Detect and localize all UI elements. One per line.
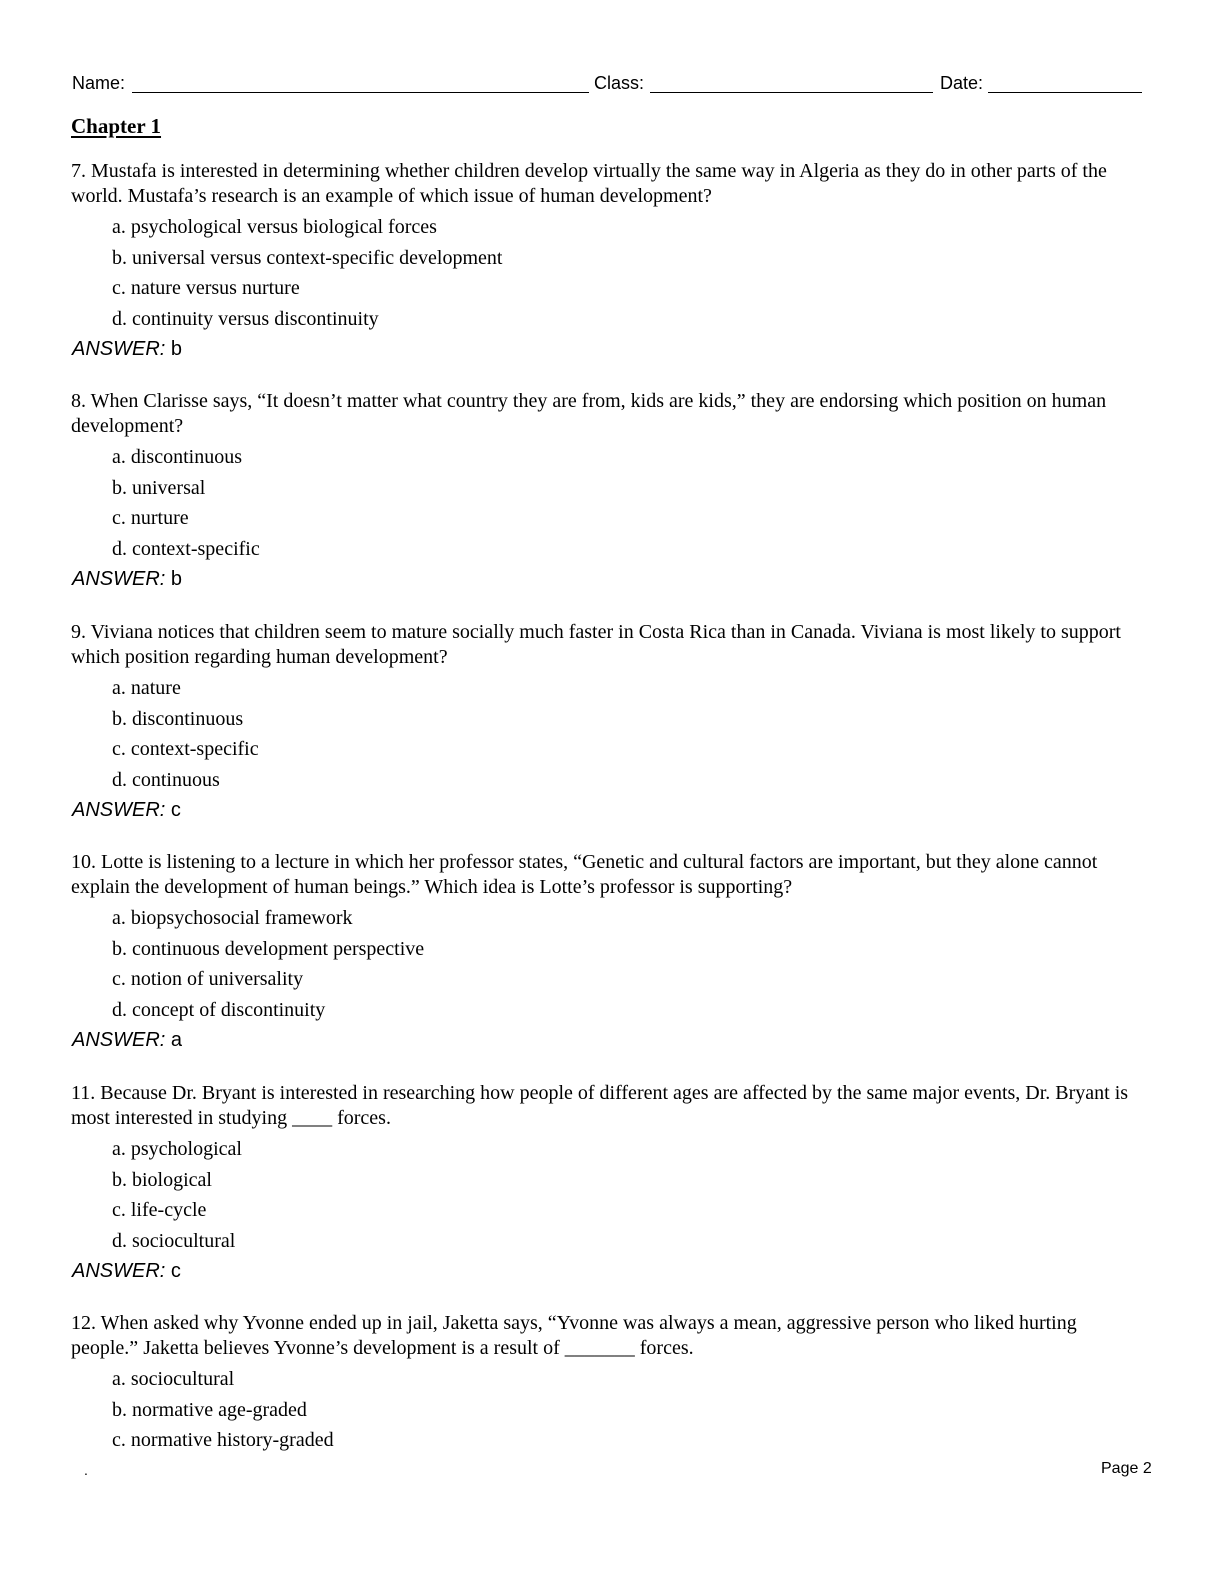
option-a: a. psychological <box>112 1138 242 1160</box>
answer-value: a <box>170 1028 183 1051</box>
answer-line <box>71 1027 1146 1053</box>
answer-label: ANSWER: <box>72 1259 166 1282</box>
question-11 <box>71 1081 1146 1284</box>
option-d: d. continuous <box>112 769 220 792</box>
question-8 <box>71 389 1146 592</box>
question-7 <box>71 159 1146 362</box>
question-stem: 8. When Clarisse says, “It doesn’t matter what country they are from, kids are kids,” they are endorsing which position on human development? <box>71 390 1107 437</box>
answer-options <box>71 443 1146 566</box>
footer-mark: . <box>84 1462 88 1478</box>
option-a: a. biopsychosocial framework <box>112 907 353 929</box>
answer-line <box>71 797 1146 823</box>
option-c: c. notion of universality <box>112 968 304 991</box>
option-a: a. discontinuous <box>112 446 242 468</box>
option-a: a. nature <box>112 677 181 699</box>
question-stem: 10. Lotte is listening to a lecture in which her professor states, “Genetic and cultural factors are important, but they alone cannot explain the development of human beings.” Which idea is Lotte’s professor is supporting? <box>71 851 1098 898</box>
answer-value: c <box>170 798 181 821</box>
answer-options <box>71 1135 1146 1258</box>
answer-label: ANSWER: <box>72 798 166 821</box>
answer-options <box>71 1365 1146 1457</box>
question-12 <box>71 1311 1146 1457</box>
option-c: c. normative history-graded <box>112 1429 334 1452</box>
answer-line <box>71 336 1146 362</box>
option-c: c. nature versus nurture <box>112 277 300 300</box>
question-stem: 11. Because Dr. Bryant is interested in researching how people of different ages are affected by the same major events, Dr. Bryant is most interested in studying ____ forces. <box>71 1082 1129 1129</box>
option-a: a. psychological versus biological forces <box>112 216 437 238</box>
page-number: Page 2 <box>1101 1460 1152 1477</box>
option-b: b. biological <box>112 1168 212 1191</box>
answer-label: ANSWER: <box>72 567 166 590</box>
question-10 <box>71 850 1146 1053</box>
answer-label: ANSWER: <box>72 1028 166 1051</box>
option-c: c. life-cycle <box>112 1199 207 1222</box>
class-blank-line <box>650 92 933 93</box>
question-stem: 9. Viviana notices that children seem to mature socially much faster in Costa Rica than in Canada. Viviana is most likely to support which position regarding human development? <box>71 621 1121 668</box>
chapter-title: Chapter 1 <box>71 114 162 138</box>
answer-value: c <box>170 1259 181 1282</box>
answer-line <box>71 1258 1146 1284</box>
option-b: b. universal versus context-specific development <box>112 246 503 269</box>
question-stem: 12. When asked why Yvonne ended up in jail, Jaketta says, “Yvonne was always a mean, aggressive person who liked hurting people.” Jaketta believes Yvonne’s development is a result of _______ forces. <box>71 1312 1077 1359</box>
student-info-header <box>72 72 1144 98</box>
option-b: b. universal <box>112 476 206 499</box>
option-b: b. continuous development perspective <box>112 937 425 960</box>
option-b: b. discontinuous <box>112 707 244 730</box>
question-stem: 7. Mustafa is interested in determining whether children develop virtually the same way in Algeria as they do in other parts of the world. Mustafa’s research is an example of which issue of human development? <box>71 160 1107 207</box>
option-d: d. concept of discontinuity <box>112 999 326 1022</box>
answer-value: b <box>170 337 183 360</box>
option-d: d. continuity versus discontinuity <box>112 308 379 331</box>
option-d: d. context-specific <box>112 538 260 561</box>
date-blank-line <box>988 92 1142 93</box>
date-label: Date: <box>940 73 984 93</box>
option-a: a. sociocultural <box>112 1368 235 1390</box>
option-c: c. nurture <box>112 507 189 530</box>
answer-label: ANSWER: <box>72 337 166 360</box>
answer-line <box>71 566 1146 592</box>
name-blank-line <box>132 92 589 93</box>
option-c: c. context-specific <box>112 738 259 761</box>
class-label: Class: <box>594 73 645 93</box>
name-label: Name: <box>72 73 126 93</box>
answer-value: b <box>170 567 183 590</box>
answer-options <box>71 904 1146 1027</box>
option-b: b. normative age-graded <box>112 1398 307 1421</box>
option-d: d. sociocultural <box>112 1230 236 1253</box>
question-9 <box>71 620 1146 823</box>
answer-options <box>71 674 1146 797</box>
answer-options <box>71 213 1146 336</box>
